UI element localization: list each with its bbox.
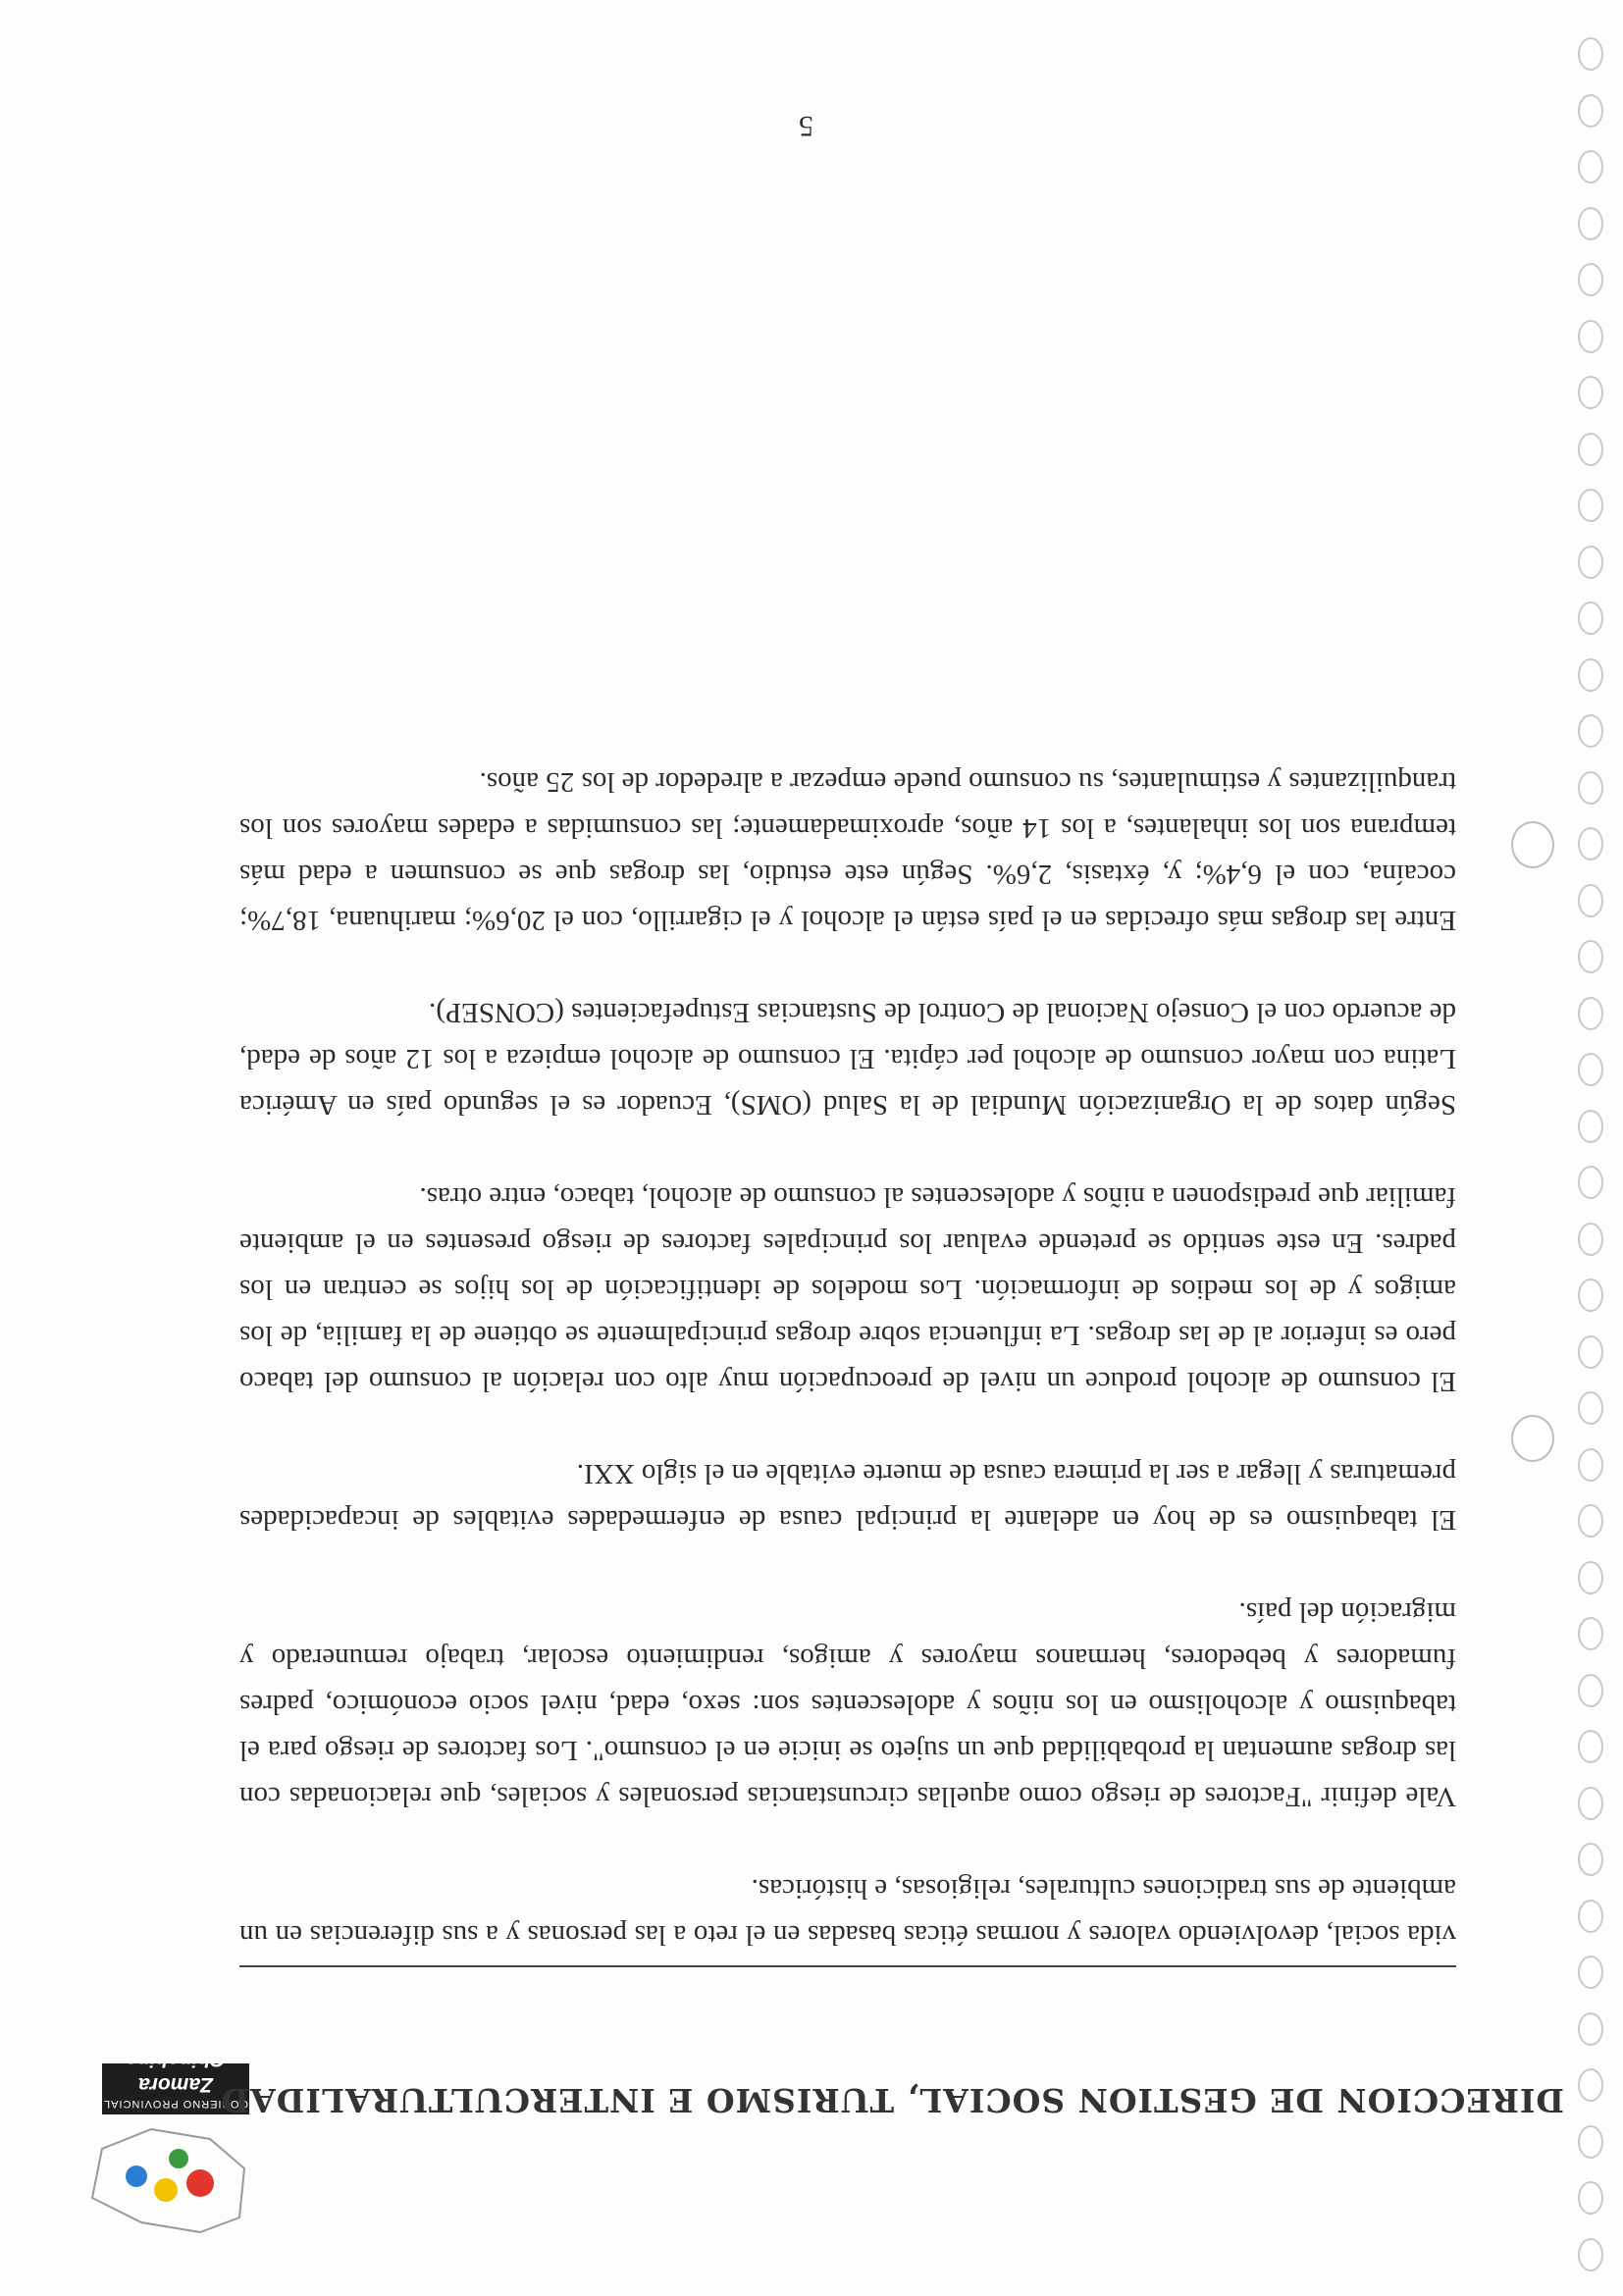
binder-hole xyxy=(1578,2238,1603,2271)
binder-hole xyxy=(1578,264,1603,297)
binder-hole xyxy=(1578,1787,1603,1820)
binder-hole xyxy=(1578,207,1603,240)
binder-hole xyxy=(1578,771,1603,805)
binder-hole xyxy=(1578,658,1603,692)
binder-hole xyxy=(1578,1844,1603,1877)
binder-hole xyxy=(1578,2125,1603,2159)
binder-hole xyxy=(1578,320,1603,353)
binder-hole xyxy=(1578,1279,1603,1313)
binder-hole xyxy=(1578,1674,1603,1707)
paragraph-drug-statistics: Entre las drogas más ofrecidas en el país están el alcohol y el cigarrillo, con el 20,6%; marihuana, 18,7%; cocaína, con el 6,4%; y, éxtasis, 2,6%. Según este estudio, las drogas que se consumen a edad más temprana son los inhalantes, a los 14 años, aproximadamente; las consumidas a edades mayores son los tranquilizantes y estimulantes, su consumo puede empezar a alrededor de los 25 años. xyxy=(239,766,1456,936)
binder-hole xyxy=(1578,1505,1603,1539)
punch-hole xyxy=(1511,821,1554,868)
paragraph-alcohol: El consumo de alcohol produce un nivel de preocupación muy alto con relación al consumo del tabaco pero es inferior al de las drogas. La influencia sobre drogas principalmente se obtiene de la familia, de los amigos y de los medios de información. Los modelos de identificación de los hijos se centran en los padres. En este sentido se pretende evaluar los principales factores de riesgo presentes en el ambiente familiar que predisponen a niños y adolescentes al consumo de alcohol, tabaco, entre otras. xyxy=(239,1181,1456,1397)
binder-hole xyxy=(1578,1561,1603,1594)
page-number: 5 xyxy=(799,110,813,142)
logo-brand-text: Zamora Chinchipe xyxy=(126,2048,226,2096)
binder-hole xyxy=(1578,1448,1603,1482)
paragraph-risk-factors: Vale definir "Factores de riesgo como aquellas circunstancias personales y sociales, que relacionadas con las drogas aumentan la probabilidad que un sujeto se inicie en el consumo". Los factores de riesgo para el tabaquismo y alcoholismo en los niños y adolescentes son: sexo, edad, nivel socio económico, padres fumadores y bebedores, hermanos mayores y amigos, rendimiento escolar, trabajo remunerado y migración del país. xyxy=(239,1596,1456,1812)
binder-hole xyxy=(1578,1900,1603,1933)
binder-hole xyxy=(1578,1223,1603,1256)
body-text xyxy=(239,712,1456,1957)
binder-hole xyxy=(1578,546,1603,579)
map-emblem-icon xyxy=(73,2119,259,2237)
binder-hole xyxy=(1578,38,1603,72)
binder-hole xyxy=(1578,997,1603,1030)
binder-holes xyxy=(1564,0,1603,2296)
continuation-paragraph: vida social, devolviendo valores y normas éticas basadas en el reto a las personas y a sus diferencias en un ambiente de sus tradiciones culturales, religiosas, e históricas. xyxy=(239,1873,1456,1951)
binder-hole xyxy=(1578,377,1603,410)
binder-hole xyxy=(1578,1731,1603,1764)
punch-hole xyxy=(1511,1415,1554,1462)
binder-hole xyxy=(1578,2012,1603,2046)
binder-hole xyxy=(1578,602,1603,636)
binder-hole xyxy=(1578,941,1603,974)
binder-hole xyxy=(1578,884,1603,917)
paragraph-tobacco: El tabaquismo es de hoy en adelante la principal causa de enfermedades evitables de incapacidades prematuras y llegar a ser la primera causa de muerte evitable en el siglo XXI. xyxy=(239,1458,1456,1536)
binder-hole xyxy=(1578,490,1603,523)
binder-hole xyxy=(1578,715,1603,749)
binder-hole xyxy=(1578,2182,1603,2216)
binder-hole xyxy=(1578,1618,1603,1651)
binder-hole xyxy=(1578,828,1603,861)
binder-hole xyxy=(1578,2069,1603,2103)
binder-hole xyxy=(1578,1957,1603,1990)
letterhead xyxy=(33,2048,1564,2237)
binder-hole xyxy=(1578,151,1603,184)
binder-hole xyxy=(1578,1335,1603,1369)
binder-hole xyxy=(1578,1392,1603,1426)
binder-hole xyxy=(1578,94,1603,128)
paragraph-who-data: Según datos de la Organización Mundial de la Salud (OMS), Ecuador es el segundo país en América Latina con mayor consumo de alcohol per cápita. El consumo de alcohol empieza a los 12 años de edad, de acuerdo con el Consejo Nacional de Control de Sustancias Estupefacientes (CONSEP). xyxy=(239,997,1456,1121)
binder-hole xyxy=(1578,1110,1603,1143)
letterhead-title: DIRECCION DE GESTION SOCIAL, TURISMO E INTERCULTURALIDAD xyxy=(220,2081,1564,2119)
header-rule xyxy=(239,1965,1456,1967)
logo-small-text: GOBIERNO PROVINCIAL xyxy=(103,2098,248,2110)
binder-hole xyxy=(1578,1054,1603,1087)
binder-hole xyxy=(1578,433,1603,466)
binder-hole xyxy=(1578,1167,1603,1200)
